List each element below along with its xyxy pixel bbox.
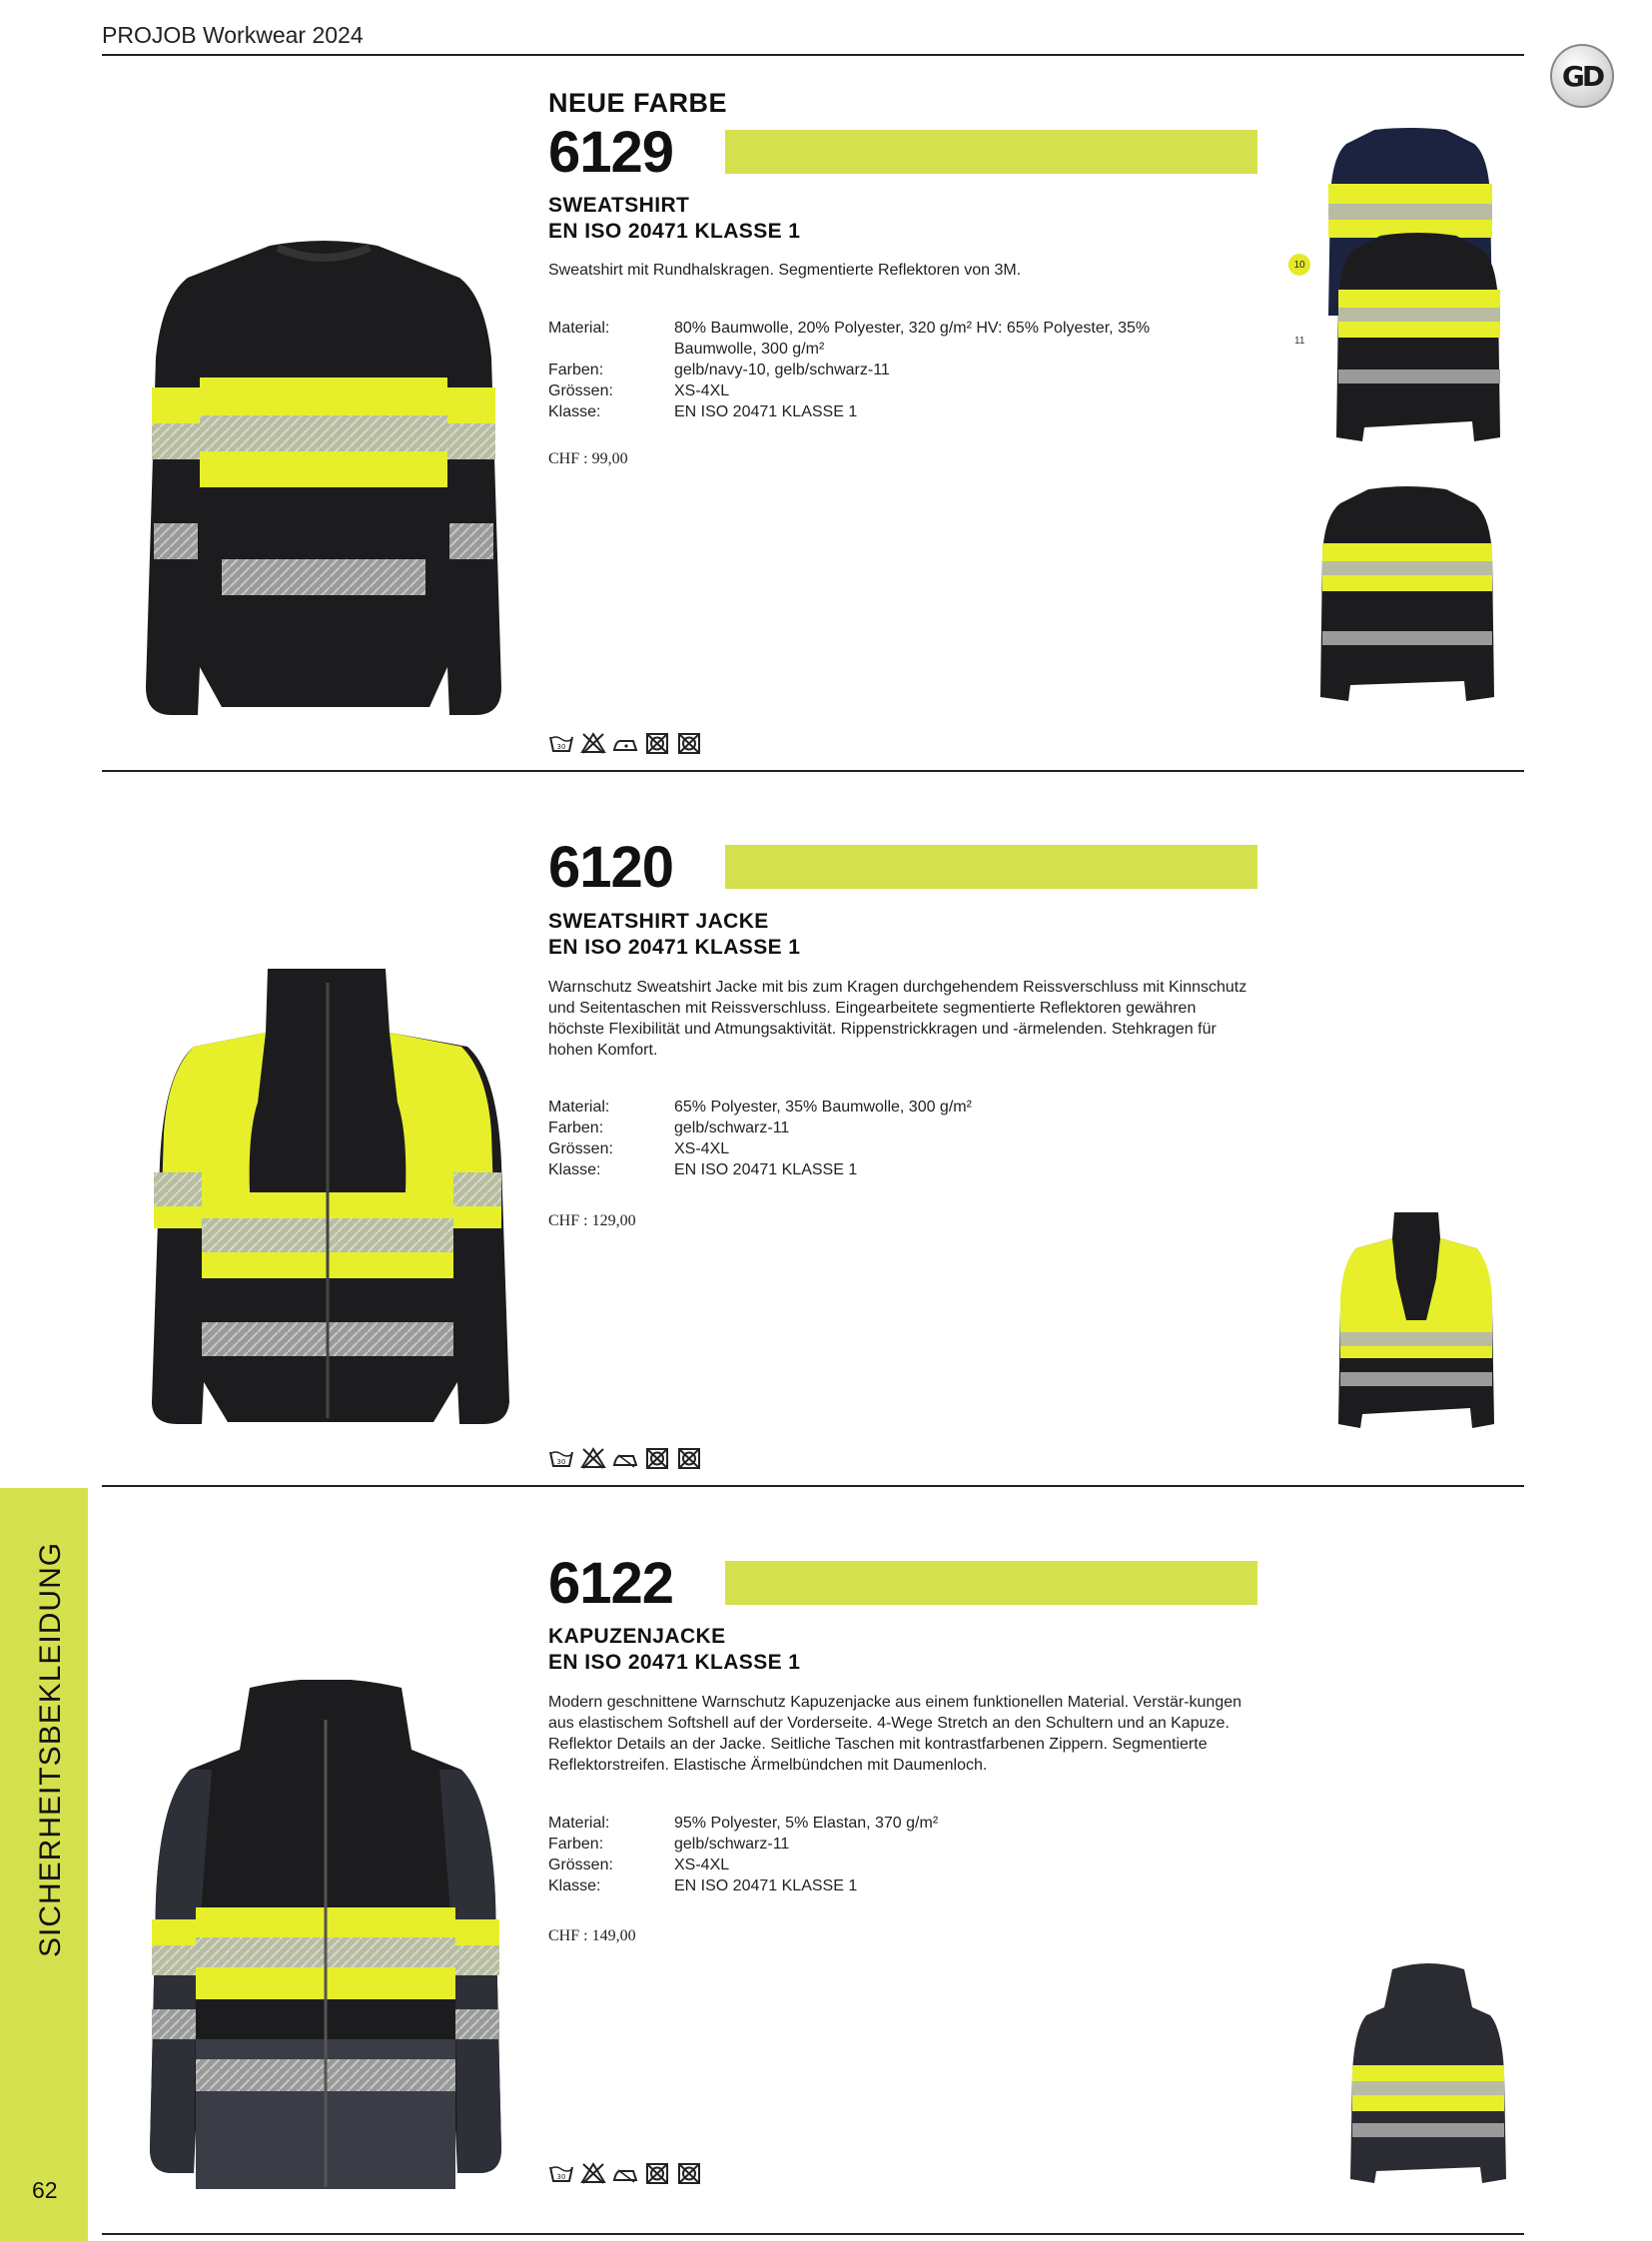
spec-value: 80% Baumwolle, 20% Polyester, 320 g/m² HV: 65% Polyester, 35% Baumwolle, 300 g/m² xyxy=(674,320,1151,358)
section-label: SICHERHEITSBEKLEIDUNG xyxy=(34,1541,67,1957)
spec-label: Klasse: xyxy=(548,1877,601,1894)
spec-value: XS-4XL xyxy=(674,382,730,399)
iron-low-icon xyxy=(612,2162,638,2184)
care-icons xyxy=(548,732,702,754)
variant-image-black xyxy=(1334,232,1502,445)
product-divider xyxy=(102,1485,1524,1487)
accent-bar xyxy=(725,1561,1257,1605)
spec-value: gelb/navy-10, gelb/schwarz-11 xyxy=(674,362,890,378)
product-title: SWEATSHIRT xyxy=(548,194,690,217)
accent-bar xyxy=(725,130,1257,174)
spec-label: Farben: xyxy=(548,362,604,378)
no-tumble-dry-icon xyxy=(644,732,670,754)
spec-label: Grössen: xyxy=(548,1140,613,1157)
spec-label: Material: xyxy=(548,320,610,337)
wash-30-icon xyxy=(548,2162,574,2184)
spec-value: EN ISO 20471 KLASSE 1 xyxy=(674,403,858,420)
no-bleach-icon xyxy=(580,732,606,754)
product-title: KAPUZENJACKE xyxy=(548,1625,726,1648)
product-image-sweatshirt xyxy=(130,238,517,737)
accent-bar xyxy=(725,845,1257,889)
wash-30-icon xyxy=(548,1447,574,1469)
spec-label: Grössen: xyxy=(548,1857,613,1873)
catalog-title: PROJOB Workwear 2024 xyxy=(102,22,364,48)
spec-value: EN ISO 20471 KLASSE 1 xyxy=(674,1877,858,1894)
product-norm: EN ISO 20471 KLASSE 1 xyxy=(548,936,801,959)
brand-logo xyxy=(1550,44,1614,108)
product-description: Sweatshirt mit Rundhalskragen. Segmentierte Reflektoren von 3M. xyxy=(548,262,1022,279)
page-number: 62 xyxy=(32,2177,58,2203)
back-view-image xyxy=(1316,485,1498,705)
new-color-badge: NEUE FARBE xyxy=(548,88,728,118)
logo-text: GD xyxy=(1561,59,1603,93)
care-icons xyxy=(548,1447,702,1469)
spec-list xyxy=(548,1813,1194,1896)
spec-value: gelb/schwarz-11 xyxy=(674,1120,790,1136)
spec-label: Farben: xyxy=(548,1836,604,1853)
product-price: CHF : 99,00 xyxy=(548,450,628,467)
product-divider xyxy=(102,770,1524,772)
product-price: CHF : 129,00 xyxy=(548,1212,636,1229)
svg-text:30: 30 xyxy=(556,743,566,751)
product-divider xyxy=(102,2233,1524,2235)
spec-value: 65% Polyester, 35% Baumwolle, 300 g/m² xyxy=(674,1099,972,1116)
product-title: SWEATSHIRT JACKE xyxy=(548,910,769,933)
spec-value: gelb/schwarz-11 xyxy=(674,1836,790,1853)
model-number: 6122 xyxy=(548,1551,674,1616)
no-bleach-icon xyxy=(580,1447,606,1469)
product-image-zip-jacket xyxy=(138,963,517,1452)
product-price: CHF : 149,00 xyxy=(548,1927,636,1944)
color-code-badge: 10 xyxy=(1288,254,1310,276)
product-description: Modern geschnittene Warnschutz Kapuzenjacke aus einem funktionellen Material. Verstär-kungen aus elastischem Softshell auf der Vorderseite. 4-Wege Stretch an den Schultern und an Kapuze. Reflektor Details an der Jacke. Seitliche Taschen mit kontrastfarbenen Zippern. Segmentierte Reflektorstreifen. Elastische Ärmelbündchen mit Daumenloch. xyxy=(548,1694,1242,1774)
iron-low-icon xyxy=(612,1447,638,1469)
svg-text:30: 30 xyxy=(556,1458,566,1466)
spec-value: XS-4XL xyxy=(674,1857,730,1873)
header-divider xyxy=(102,54,1524,56)
spec-label: Farben: xyxy=(548,1120,604,1136)
color-code-label: 11 xyxy=(1294,336,1305,347)
product-norm: EN ISO 20471 KLASSE 1 xyxy=(548,220,801,243)
spec-value: XS-4XL xyxy=(674,1140,730,1157)
spec-value: 95% Polyester, 5% Elastan, 370 g/m² xyxy=(674,1815,939,1832)
product-image-hooded-jacket xyxy=(140,1680,511,2201)
product-description: Warnschutz Sweatshirt Jacke mit bis zum Kragen durchgehendem Reissverschluss mit Kinnschutz und Seitentaschen mit Reissverschluss. Eingearbeitete segmentierte Reflektoren gewähren höchste Flexibilität und Atmungsaktivität. Rippenstrickkragen und -ärmelenden. Stehkragen für hohen Komfort. xyxy=(548,979,1247,1059)
spec-label: Material: xyxy=(548,1815,610,1832)
spec-label: Material: xyxy=(548,1099,610,1116)
no-dry-clean-icon xyxy=(676,732,702,754)
back-view-image xyxy=(1348,1963,1508,2189)
svg-text:30: 30 xyxy=(556,2173,566,2181)
model-number: 6120 xyxy=(548,835,674,900)
model-number: 6129 xyxy=(548,120,674,185)
no-tumble-dry-icon xyxy=(644,1447,670,1469)
wash-30-icon xyxy=(548,732,574,754)
spec-list xyxy=(548,1097,1194,1180)
no-tumble-dry-icon xyxy=(644,2162,670,2184)
product-norm: EN ISO 20471 KLASSE 1 xyxy=(548,1651,801,1674)
no-dry-clean-icon xyxy=(676,2162,702,2184)
no-dry-clean-icon xyxy=(676,1447,702,1469)
iron-low-icon xyxy=(612,732,638,754)
spec-label: Klasse: xyxy=(548,1161,601,1178)
back-view-image xyxy=(1336,1208,1496,1434)
care-icons xyxy=(548,2162,702,2184)
spec-value: EN ISO 20471 KLASSE 1 xyxy=(674,1161,858,1178)
no-bleach-icon xyxy=(580,2162,606,2184)
spec-list xyxy=(548,318,1194,422)
spec-label: Grössen: xyxy=(548,382,613,399)
spec-label: Klasse: xyxy=(548,403,601,420)
